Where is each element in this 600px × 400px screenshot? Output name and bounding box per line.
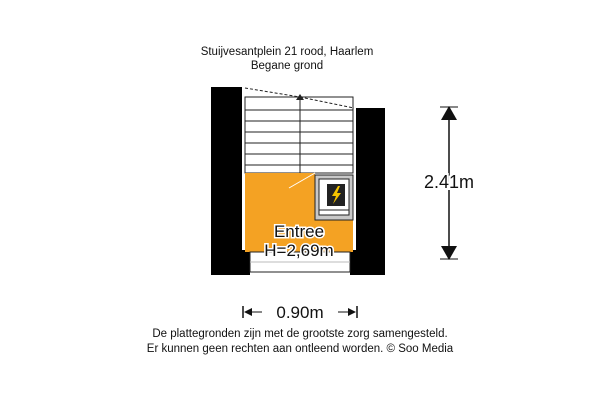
plan-floor: Begane grond: [250, 60, 324, 72]
plan-address: Stuijvesantplein 21 rood, Haarlem: [200, 46, 374, 58]
wall-right: [356, 108, 385, 275]
wall-bottom-left: [242, 250, 250, 275]
disclaimer-line-2: Er kunnen geen rechten aan ontleend worden. © Soo Media: [146, 343, 454, 355]
room-name: Entree: [273, 222, 325, 241]
wall-left: [211, 87, 242, 275]
meter-cabinet: [315, 175, 353, 220]
room-height: H=2,69m: [264, 241, 334, 260]
disclaimer-line-1: De plattegronden zijn met de grootste zorg samengesteld.: [152, 328, 448, 340]
staircase: [245, 88, 354, 173]
width-label: 0.90m: [276, 303, 324, 322]
wall-bottom-right: [350, 250, 358, 275]
height-label: 2.41m: [423, 172, 475, 192]
